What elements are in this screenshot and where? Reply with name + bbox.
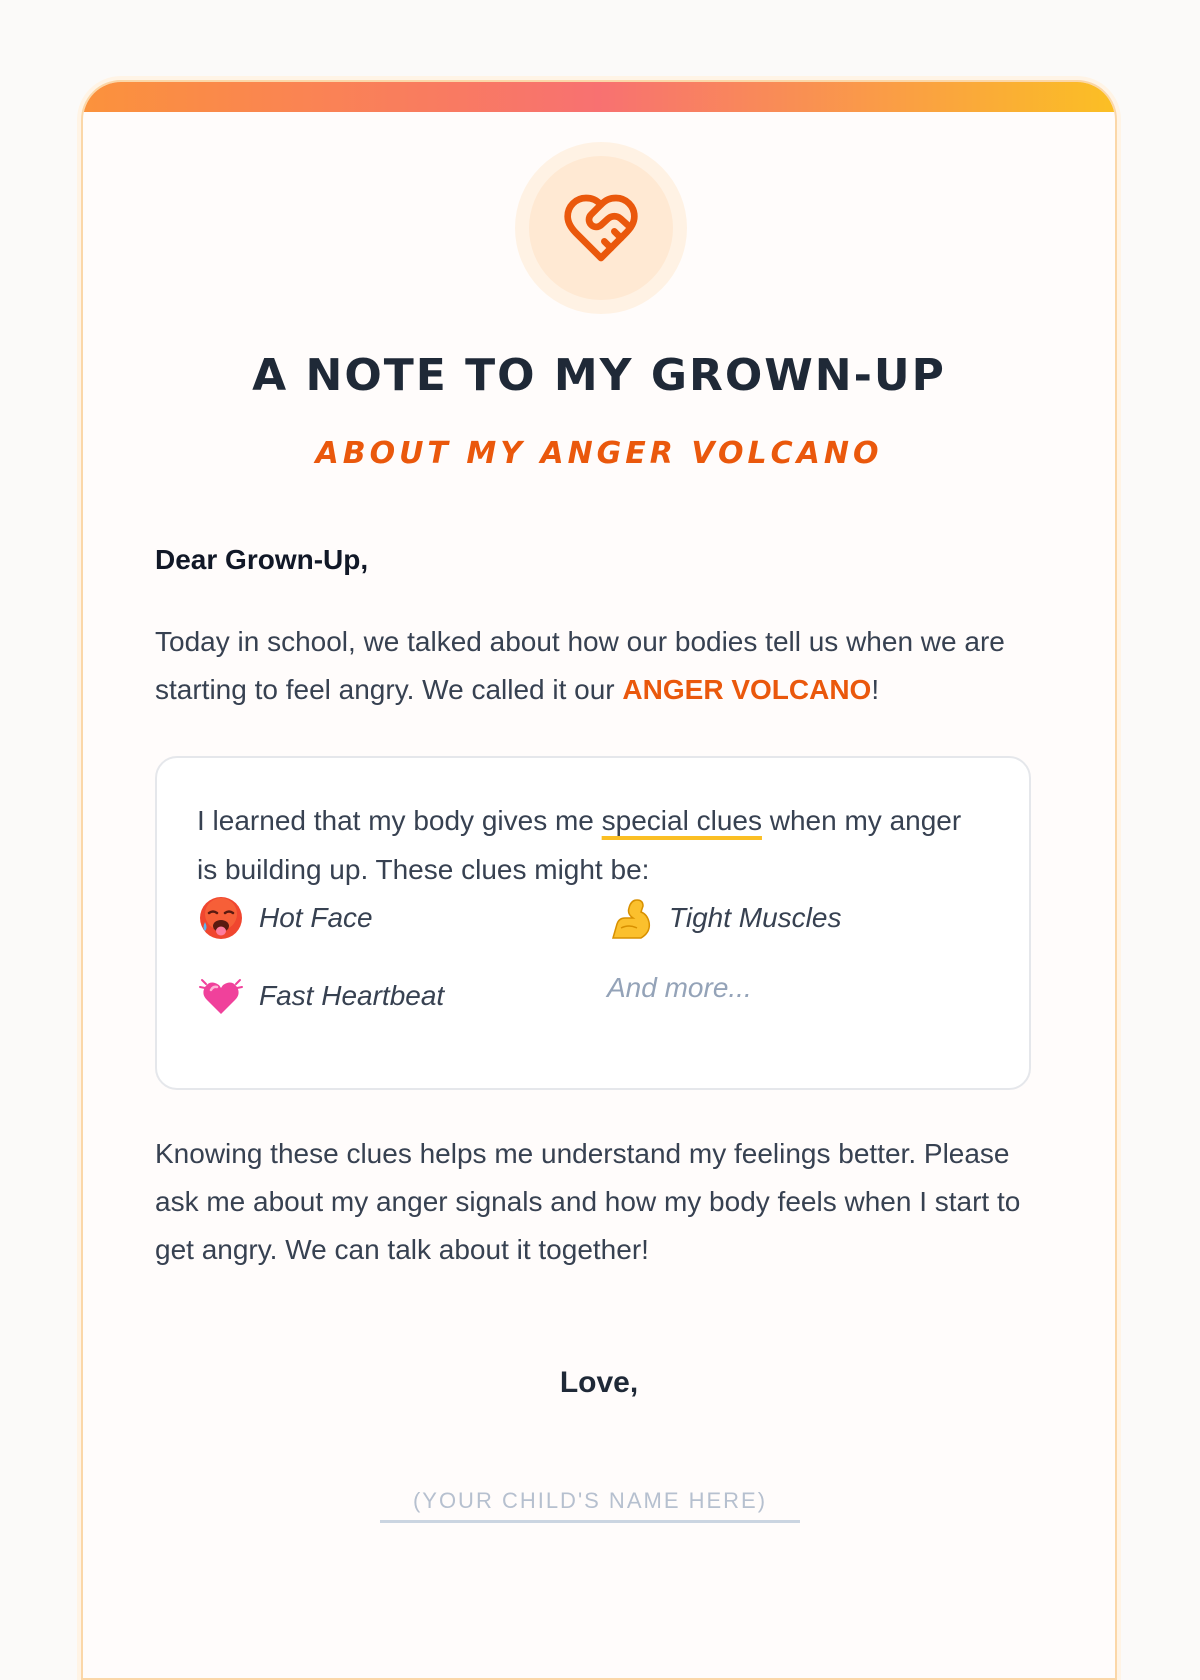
intro-paragraph bbox=[155, 618, 1055, 714]
clue-label-tight-muscles: Tight Muscles bbox=[669, 902, 842, 933]
clue-label-fast-heartbeat: Fast Heartbeat bbox=[259, 980, 445, 1011]
intro-end: ! bbox=[871, 674, 880, 705]
clues-box bbox=[155, 756, 1031, 1090]
clue-label-and-more: And more... bbox=[607, 972, 752, 1003]
clue-label-hot-face: Hot Face bbox=[259, 902, 373, 933]
icon-circle bbox=[529, 156, 673, 300]
clues-intro bbox=[197, 796, 977, 894]
gradient-top-bar bbox=[83, 82, 1115, 112]
page-title: A NOTE TO MY GROWN-UP bbox=[252, 350, 946, 401]
hot-face-emoji bbox=[197, 894, 245, 942]
heart-handshake-icon bbox=[561, 188, 641, 268]
closing-paragraph: Knowing these clues helps me understand my feelings better. Please ask me about my anger signals and how my body feels when I start to get angry. We can talk about it together! bbox=[155, 1138, 1021, 1265]
child-name-field[interactable]: (YOUR CHILD'S NAME HERE) bbox=[380, 1488, 800, 1523]
letter-greeting: Dear Grown-Up, bbox=[155, 544, 369, 575]
clue-item-tight-muscles bbox=[607, 894, 841, 942]
clue-item-fast-heartbeat bbox=[197, 972, 444, 1020]
anger-volcano-highlight: ANGER VOLCANO bbox=[622, 674, 872, 705]
letter-card bbox=[81, 80, 1117, 1680]
icon-badge bbox=[515, 142, 687, 314]
clues-intro-before: I learned that my body gives me bbox=[197, 805, 602, 836]
clue-item-and-more bbox=[607, 972, 752, 1004]
closing-signoff: Love, bbox=[559, 1366, 639, 1399]
intro-text: Today in school, we talked about how our bodies tell us when we are starting to feel angry. We called it our bbox=[155, 626, 1005, 705]
flexed-biceps-emoji bbox=[607, 894, 655, 942]
page-subtitle: ABOUT MY ANGER VOLCANO bbox=[315, 436, 883, 471]
beating-heart-emoji bbox=[197, 972, 245, 1020]
clues-intro-after: when my anger is building up. These clues might be: bbox=[197, 805, 962, 885]
special-clues-highlight: special clues bbox=[601, 805, 762, 836]
clue-item-hot-face bbox=[197, 894, 373, 942]
